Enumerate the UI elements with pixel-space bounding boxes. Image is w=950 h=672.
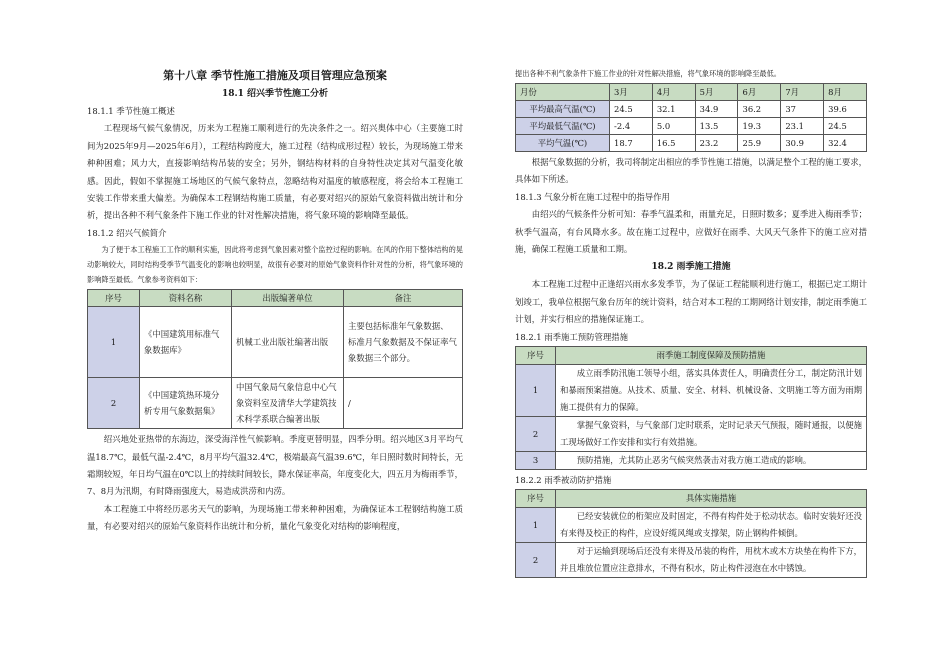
- weather-value: 30.9: [781, 135, 824, 152]
- weather-value: 24.5: [610, 101, 653, 118]
- table-header: 具体实施措施: [556, 490, 867, 508]
- paragraph-rain-season: 本工程施工过程中正逢绍兴雨水多发季节，为了保证工程能顺利进行施工，根据已定工期计划竣工，我单位根据气象台历年的统计资料，结合对本工程的工期网络计划安排，制定雨季施工计划，并实行相应的措施保证施工。: [515, 279, 867, 325]
- paragraph-analysis: 根据气象数据的分析，我司将制定出相应的季节性施工措施，以满足整个工程的施工要求，具体如下所述。: [515, 157, 867, 185]
- chapter-title: 第十八章 季节性施工措施及项目管理应急预案: [163, 69, 387, 82]
- weather-value: 16.5: [652, 135, 695, 152]
- reference-publisher: 机械工业出版社编著出版: [232, 307, 344, 378]
- month-header: 3月: [610, 84, 653, 101]
- passive-protection-table: [515, 489, 867, 578]
- measure-text: 对于运输到现场后还没有来得及吊装的构件，用枕木或木方块垫在构件下方，并且堆放位置应注意排水，不得有积水，防止构件浸泡在水中锈蚀。: [556, 543, 867, 578]
- table-header: 资料名称: [140, 290, 232, 307]
- reference-note: 主要包括标准年气象数据、 标准月气象数据及不保证率气象数据三个部分。: [344, 307, 463, 378]
- reference-name: 《中国建筑热环境分析专用气象数据集》: [140, 378, 232, 429]
- subsection-heading: 18.1.1 季节性施工概述: [87, 106, 175, 116]
- weather-value: 32.4: [824, 135, 867, 152]
- measure-text: 已经安装就位的桁架应及时固定，不得有构件处于松动状态。临时安装好还没有来得及校正的构件，应设好缆风绳或支撑架，防止钢构件倾倒。: [556, 508, 867, 543]
- table-row: [88, 378, 463, 429]
- measure-text: 掌握气象资料，与气象部门定时联系，定时记录天气预报，随时通报，以便施工现场做好工作安排和实行有效措施。: [556, 417, 867, 452]
- right-column: [515, 66, 867, 578]
- table-row: [516, 543, 867, 578]
- weather-value: 25.9: [738, 135, 781, 152]
- weather-table: [515, 83, 867, 152]
- weather-value: 13.5: [695, 118, 738, 135]
- table-row: [516, 135, 867, 152]
- table-row: [516, 452, 867, 470]
- row-number: 2: [516, 417, 556, 452]
- subsection-heading: 18.1.3 气象分析在施工过程中的指导作用: [515, 191, 670, 202]
- weather-value: 36.2: [738, 101, 781, 118]
- subsection-heading: 18.1.2 绍兴气候简介: [87, 227, 167, 238]
- prevention-table: [515, 346, 867, 470]
- table-header: 序号: [516, 490, 556, 508]
- table-header: 序号: [88, 290, 140, 307]
- weather-value: 39.6: [824, 101, 867, 118]
- table-row: [516, 118, 867, 135]
- month-header: 7月: [781, 84, 824, 101]
- measure-text: 预防措施，尤其防止恶劣气候突然袭击对我方施工造成的影响。: [556, 452, 867, 470]
- weather-value: 23.2: [695, 135, 738, 152]
- paragraph-impact: 本工程施工中将经历恶劣天气的影响，为现场施工带来种种困难，为确保证本工程钢结构施工质量，有必要对绍兴的原始气象资料作出统计和分析，量化气象变化对结构的影响程度，: [87, 503, 463, 532]
- paragraph-overview: 工程现场气候气象情况，历来为工程施工顺利进行的先决条件之一。绍兴奥体中心（主要施工时间为2025年9月—2025年6月），工程结构跨度大，施工过程（结构成形过程）较长，为现场施工带来种种困难；风力大，直接影响结构吊装的安全；另外，钢结构材料的自身特性决定其对气温变化敏感。因此，假如不掌握施工场地区的气候气象特点，忽略结构对温度的敏感程度，将会给本工程施工安装工作带来重大偏差。为确保本工程钢结构施工质量，有必要对绍兴的原始气象资料做出统计和分析，提出各种不利气象条件下施工作业的针对性解决措施，将气象环境的影响降至最低。: [87, 123, 463, 221]
- paragraph-climate: 绍兴地处亚热带的东海边，深受海洋性气候影响。季度更替明显，四季分明。绍兴地区3月平均气温18.7℃，最低气温-2.4℃，8月平均气温32.4℃，极端最高气温39.6℃，年日照时数时间特长，无霜期较短，年日均气温在0℃以上的持续时间较长，降水保证率高，年度变化大，四五月为梅雨季节，7、8月为汛期，有时降雨强度大，易造成洪涝和内涝。: [87, 434, 463, 497]
- weather-value: 19.3: [738, 118, 781, 135]
- table-row: [516, 365, 867, 417]
- table-row: [516, 417, 867, 452]
- subsection-heading: 18.2.1 雨季施工预防管理措施: [515, 331, 629, 342]
- weather-value: 24.5: [824, 118, 867, 135]
- left-column: [87, 60, 463, 536]
- paragraph-climate-intro: 为了便于本工程施工工作的顺利实施，因此将考虑到气象因素对整个监控过程的影响。在风的作用下整体结构的晃动影响较大，同时结构受季节气温变化的影响也较明显，故很有必要对的原始气象资料作针对性的分析，将气象环境的影响降至最低。气象参考资料如下：: [87, 245, 463, 285]
- row-number: 2: [516, 543, 556, 578]
- measure-text: 成立雨季防汛施工领导小组，落实具体责任人，明确责任分工，制定防汛计划和暴雨预案措施。从技术、质量、安全、材料、机械设备、文明施工等方面为雨期施工提供有力的保障。: [556, 365, 867, 417]
- month-header: 5月: [695, 84, 738, 101]
- weather-value: 34.9: [695, 101, 738, 118]
- reference-note: /: [344, 378, 463, 429]
- subsection-heading: 18.2.2 雨季被动防护措施: [515, 475, 612, 486]
- month-header: 4月: [652, 84, 695, 101]
- reference-publisher: 中国气象局气象信息中心气象资料室及清华大学建筑技术科学系联合编著出版: [232, 378, 344, 429]
- weather-row-label: 平均最低气温(℃): [516, 118, 610, 135]
- weather-row-label: 平均气温(℃): [516, 135, 610, 152]
- table-header: 序号: [516, 347, 556, 365]
- table-header-row: [516, 347, 867, 365]
- row-number: 1: [516, 365, 556, 417]
- weather-value: 37: [781, 101, 824, 118]
- paragraph-continued: 提出各种不利气象条件下施工作业的针对性解决措施，将气象环境的影响降至最低。: [515, 69, 781, 78]
- table-row: [516, 101, 867, 118]
- weather-row-label: 平均最高气温(℃): [516, 101, 610, 118]
- weather-value: 23.1: [781, 118, 824, 135]
- row-number: 1: [516, 508, 556, 543]
- weather-value: -2.4: [610, 118, 653, 135]
- month-header: 8月: [824, 84, 867, 101]
- weather-value: 5.0: [652, 118, 695, 135]
- table-header: 出版编著单位: [232, 290, 344, 307]
- reference-table: [87, 289, 463, 429]
- row-number: 3: [516, 452, 556, 470]
- row-number: 2: [88, 378, 140, 429]
- reference-name: 《中国建筑用标准气象数据库》: [140, 307, 232, 378]
- table-row: [88, 307, 463, 378]
- section-title: 18.1 绍兴季节性施工分析: [221, 89, 329, 99]
- month-header: 6月: [738, 84, 781, 101]
- table-header-row: [516, 490, 867, 508]
- table-header: 雨季施工制度保障及预防措施: [556, 347, 867, 365]
- row-number: 1: [88, 307, 140, 378]
- weather-header-label: 月份: [516, 84, 610, 101]
- table-header: 备注: [344, 290, 463, 307]
- paragraph-guidance: 由绍兴的气候条件分析可知：春季气温柔和，雨量充足，日照时数多；夏季进入梅雨季节；秋季气温高，有台风降水多。故在施工过程中，应做好在雨季、大风天气条件下的施工应对措施，确保工程施工质量和工期。: [515, 209, 867, 255]
- table-row: [516, 508, 867, 543]
- weather-value: 32.1: [652, 101, 695, 118]
- section-title: 18.2 雨季施工措施: [651, 262, 731, 273]
- weather-header-row: [516, 84, 867, 101]
- weather-value: 18.7: [610, 135, 653, 152]
- table-header-row: [88, 290, 463, 307]
